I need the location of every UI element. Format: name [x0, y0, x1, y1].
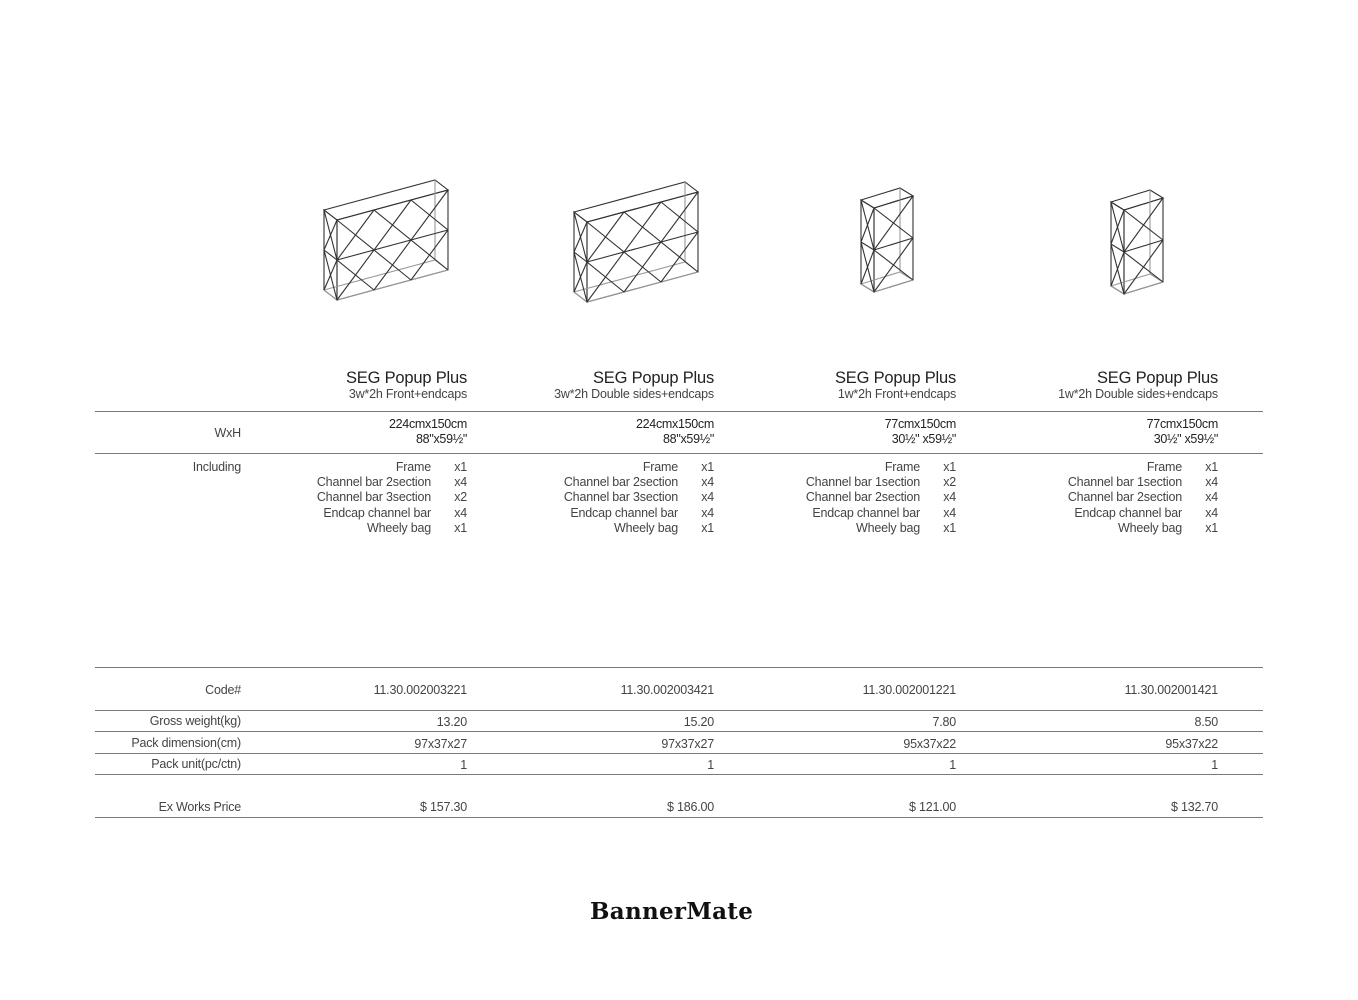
- product-header-1: [346, 369, 467, 401]
- pack-dimension-cell-4: 95x37x22: [1165, 737, 1218, 751]
- item-name: Channel bar 2section: [316, 475, 431, 490]
- row-label-price: Ex Works Price: [158, 800, 241, 814]
- size-metric: 77cmx150cm: [884, 417, 956, 431]
- product-header-2: [554, 369, 714, 401]
- item-name: Wheely bag: [855, 520, 920, 535]
- size-imperial: 30½" x59½": [1153, 432, 1218, 446]
- including-list-2: [564, 460, 714, 536]
- weight-cell-1: 13.20: [436, 715, 467, 729]
- item-name: Wheely bag: [613, 520, 678, 535]
- item-qty: x4: [943, 505, 956, 520]
- weight-cell-3: 7.80: [932, 715, 956, 729]
- frame-3w2h-icon: [324, 180, 448, 300]
- price-cell-4: $ 132.70: [1170, 800, 1218, 814]
- product-title: SEG Popup Plus: [592, 369, 714, 387]
- size-imperial: 30½" x59½": [891, 432, 956, 446]
- item-qty: x1: [1205, 520, 1218, 535]
- item-qty: x4: [943, 490, 956, 505]
- item-name: Frame: [1146, 460, 1182, 474]
- pack-unit-cell-3: 1: [949, 758, 956, 772]
- item-name: Wheely bag: [366, 520, 431, 535]
- including-item: [1068, 475, 1218, 490]
- item-qty: x4: [1205, 490, 1218, 505]
- size-cell-4: [1147, 417, 1218, 447]
- item-name: Endcap channel bar: [570, 505, 678, 520]
- item-qty: x4: [701, 505, 714, 520]
- including-item: [317, 475, 467, 490]
- item-qty: x1: [701, 460, 714, 474]
- divider: [95, 411, 1263, 412]
- divider: [95, 774, 1263, 775]
- product-header-3: [835, 369, 956, 401]
- price-cell-1: $ 157.30: [419, 800, 467, 814]
- item-qty: x2: [454, 490, 467, 505]
- product-title: SEG Popup Plus: [345, 369, 467, 387]
- frame-3w2h-icon: [574, 182, 698, 302]
- including-item: [564, 506, 714, 521]
- product-subtitle: 1w*2h Double sides+endcaps: [1058, 387, 1218, 401]
- product-image-1: [320, 176, 455, 306]
- item-qty: x4: [1205, 475, 1218, 490]
- item-name: Endcap channel bar: [812, 505, 920, 520]
- including-item: [806, 506, 956, 521]
- size-imperial: 88"x59½": [416, 432, 467, 446]
- divider: [95, 753, 1263, 754]
- including-item: [806, 460, 956, 475]
- item-name: Endcap channel bar: [323, 505, 431, 520]
- product-image-2: [570, 178, 705, 308]
- weight-cell-2: 15.20: [683, 715, 714, 729]
- item-name: Channel bar 2section: [563, 475, 678, 490]
- brand-logo: BannerMate: [590, 898, 754, 925]
- code-cell-2: 11.30.002003421: [620, 683, 714, 697]
- item-name: Channel bar 1section: [1067, 475, 1182, 490]
- product-title: SEG Popup Plus: [834, 369, 956, 387]
- divider: [95, 731, 1263, 732]
- item-name: Channel bar 1section: [805, 475, 920, 490]
- frame-1w2h-icon: [861, 188, 913, 292]
- item-name: Channel bar 2section: [1067, 490, 1182, 505]
- item-name: Channel bar 3section: [316, 490, 431, 505]
- including-item: [806, 521, 956, 536]
- row-label-code: Code#: [205, 683, 241, 697]
- code-cell-4: 11.30.002001421: [1124, 683, 1218, 697]
- size-metric: 224cmx150cm: [389, 417, 467, 431]
- item-name: Channel bar 3section: [563, 490, 678, 505]
- including-item: [564, 521, 714, 536]
- item-qty: x1: [454, 460, 467, 474]
- code-cell-3: 11.30.002001221: [862, 683, 956, 697]
- including-list-4: [1068, 460, 1218, 536]
- item-name: Frame: [395, 460, 431, 474]
- divider: [95, 817, 1263, 818]
- product-subtitle: 1w*2h Front+endcaps: [837, 387, 956, 401]
- product-subtitle: 3w*2h Double sides+endcaps: [554, 387, 714, 401]
- including-item: [564, 490, 714, 505]
- item-qty: x1: [454, 520, 467, 535]
- pack-unit-cell-1: 1: [460, 758, 467, 772]
- pack-dimension-cell-2: 97x37x27: [661, 737, 714, 751]
- row-label-gross-weight: Gross weight(kg): [149, 714, 241, 728]
- size-metric: 77cmx150cm: [1146, 417, 1218, 431]
- weight-cell-4: 8.50: [1194, 715, 1218, 729]
- frame-1w2h-icon: [1111, 190, 1163, 294]
- pack-dimension-cell-3: 95x37x22: [903, 737, 956, 751]
- row-label-including: Including: [192, 460, 241, 474]
- including-item: [806, 490, 956, 505]
- pack-unit-cell-4: 1: [1211, 758, 1218, 772]
- size-metric: 224cmx150cm: [636, 417, 714, 431]
- divider: [95, 667, 1263, 668]
- including-list-3: [806, 460, 956, 536]
- size-cell-1: [389, 417, 467, 447]
- product-subtitle: 3w*2h Front+endcaps: [348, 387, 467, 401]
- size-cell-2: [636, 417, 714, 447]
- pack-unit-cell-2: 1: [707, 758, 714, 772]
- product-image-3: [858, 186, 918, 296]
- row-label-wxh: WxH: [214, 426, 241, 440]
- item-qty: x2: [943, 475, 956, 490]
- size-imperial: 88"x59½": [663, 432, 714, 446]
- item-qty: x1: [1205, 460, 1218, 474]
- size-cell-3: [885, 417, 956, 447]
- item-qty: x1: [943, 460, 956, 474]
- including-item: [1068, 490, 1218, 505]
- item-name: Channel bar 2section: [805, 490, 920, 505]
- divider: [95, 453, 1263, 454]
- item-qty: x1: [943, 520, 956, 535]
- including-item: [317, 506, 467, 521]
- item-qty: x4: [701, 490, 714, 505]
- including-item: [1068, 460, 1218, 475]
- item-qty: x4: [454, 475, 467, 490]
- row-label-pack-unit: Pack unit(pc/ctn): [151, 757, 241, 771]
- price-cell-2: $ 186.00: [666, 800, 714, 814]
- product-header-4: [1058, 369, 1218, 401]
- including-item: [317, 490, 467, 505]
- price-cell-3: $ 121.00: [908, 800, 956, 814]
- product-title: SEG Popup Plus: [1096, 369, 1218, 387]
- item-name: Frame: [642, 460, 678, 474]
- including-item: [564, 460, 714, 475]
- item-qty: x1: [701, 520, 714, 535]
- item-name: Wheely bag: [1117, 520, 1182, 535]
- row-label-pack-dimension: Pack dimension(cm): [131, 736, 241, 750]
- including-item: [1068, 506, 1218, 521]
- code-cell-1: 11.30.002003221: [373, 683, 467, 697]
- pack-dimension-cell-1: 97x37x27: [414, 737, 467, 751]
- item-qty: x4: [1205, 505, 1218, 520]
- item-qty: x4: [454, 505, 467, 520]
- including-list-1: [317, 460, 467, 536]
- item-name: Endcap channel bar: [1074, 505, 1182, 520]
- item-name: Frame: [884, 460, 920, 474]
- including-item: [1068, 521, 1218, 536]
- product-image-4: [1108, 188, 1168, 298]
- including-item: [564, 475, 714, 490]
- divider: [95, 710, 1263, 711]
- including-item: [806, 475, 956, 490]
- including-item: [317, 521, 467, 536]
- item-qty: x4: [701, 475, 714, 490]
- including-item: [317, 460, 467, 475]
